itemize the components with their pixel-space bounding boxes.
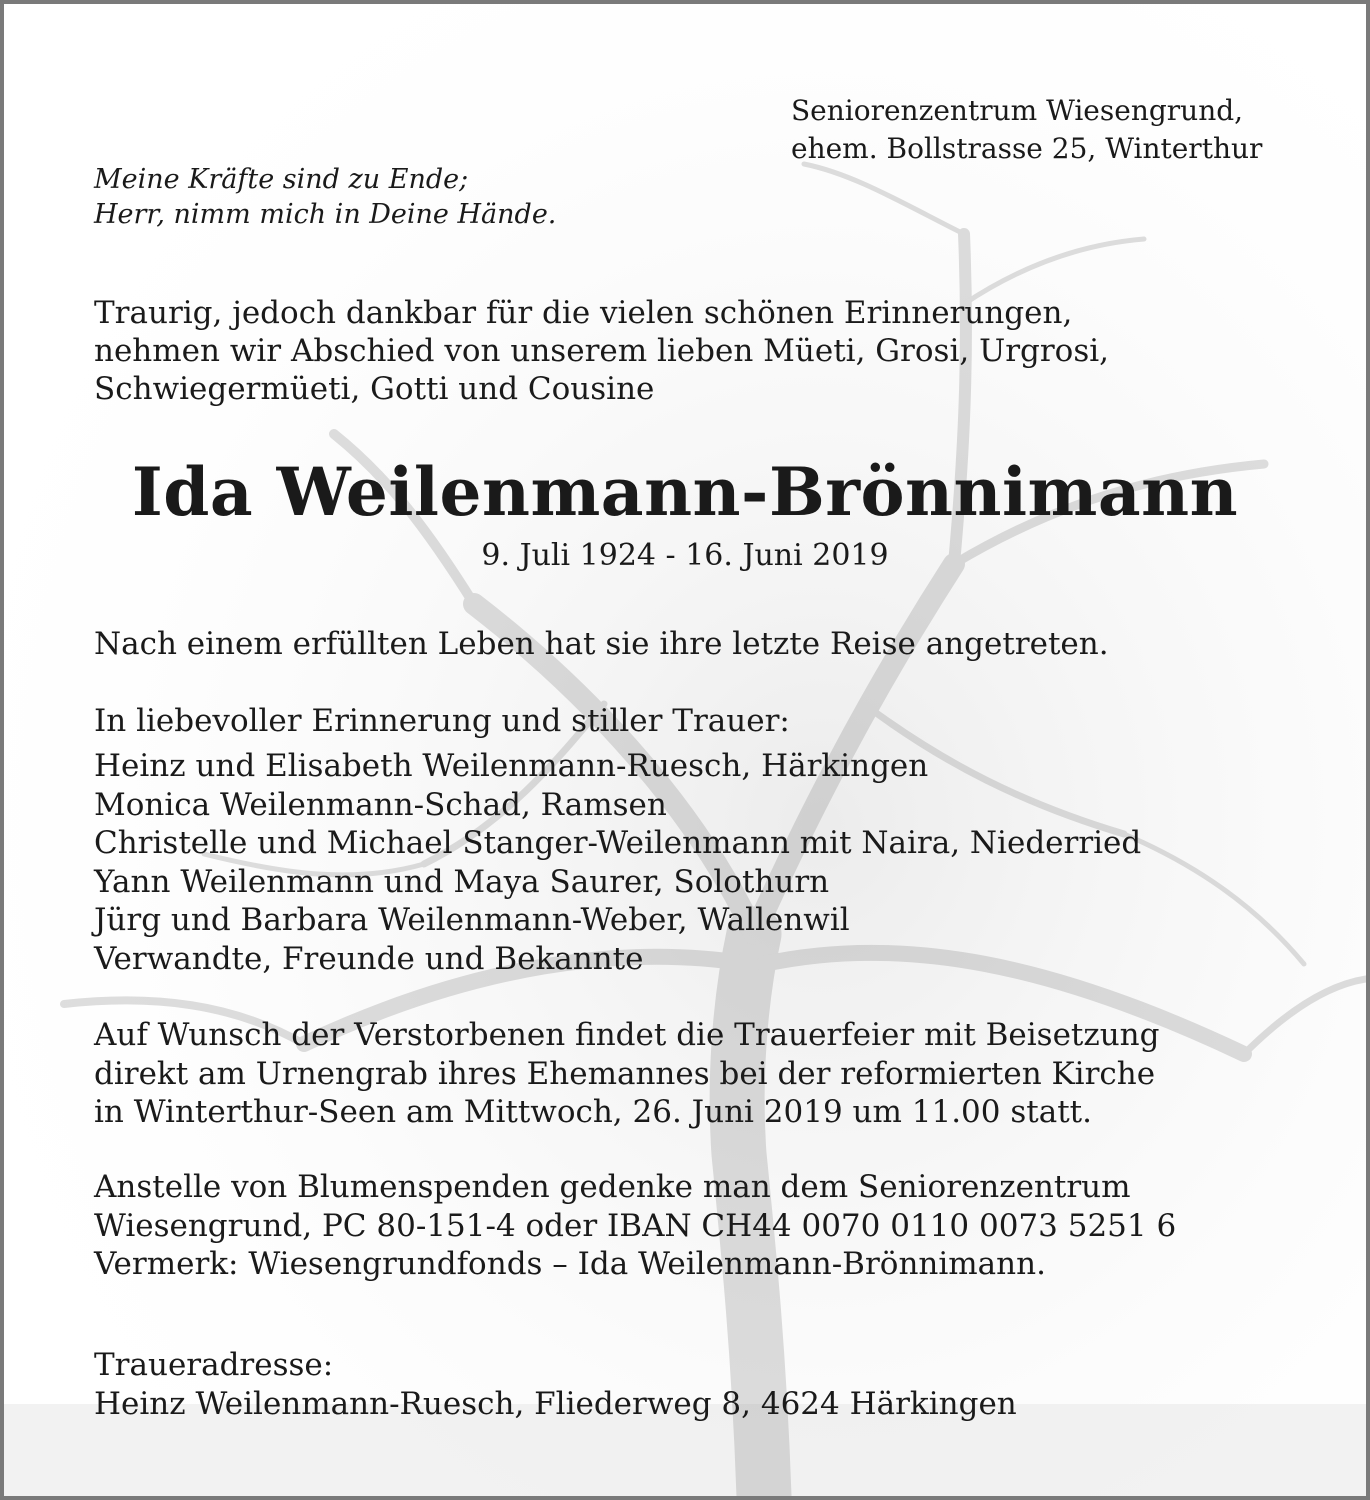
intro-line: Traurig, jedoch dankbar für die vielen schönen Erinnerungen, [94, 295, 1073, 331]
mourner-entry: Yann Weilenmann und Maya Saurer, Solothurn [94, 863, 830, 900]
contact-address: Heinz Weilenmann-Ruesch, Fliederweg 8, 4624 Härkingen [94, 1386, 1017, 1422]
verse [94, 162, 556, 232]
mourners-heading: In liebevoller Erinnerung und stiller Trauer: [94, 703, 790, 739]
funeral-line: in Winterthur-Seen am Mittwoch, 26. Juni 2019 um 11.00 statt. [94, 1094, 1092, 1130]
address-line: ehem. Bollstrasse 25, Winterthur [791, 132, 1263, 165]
mourner-entry: Monica Weilenmann-Schad, Ramsen [94, 786, 667, 823]
funeral-paragraph [94, 1016, 1160, 1132]
mourners-list [94, 747, 1141, 978]
donation-line: Anstelle von Blumenspenden gedenke man dem Seniorenzentrum [94, 1169, 1131, 1205]
funeral-line: direkt am Urnengrab ihres Ehemannes bei der reformierten Kirche [94, 1055, 1156, 1092]
deceased-name: Ida Weilenmann-Brönnimann [131, 453, 1239, 531]
life-dates: 9. Juli 1924 - 16. Juni 2019 [481, 538, 889, 573]
intro-line: Schwiegermüeti, Gotti und Cousine [94, 371, 655, 407]
intro-paragraph [94, 294, 1109, 408]
mourner-entry: Verwandte, Freunde und Bekannte [94, 940, 644, 977]
mourner-entry: Jürg und Barbara Weilenmann-Weber, Wallenwil [94, 902, 850, 938]
verse-line: Herr, nimm mich in Deine Hände. [94, 199, 557, 230]
verse-line: Meine Kräfte sind zu Ende; [94, 164, 469, 195]
header-address [791, 92, 1262, 168]
donation-paragraph [94, 1168, 1176, 1284]
life-statement: Nach einem erfüllten Leben hat sie ihre letzte Reise angetreten. [94, 626, 1109, 662]
funeral-line: Auf Wunsch der Verstorbenen findet die Trauerfeier mit Beisetzung [94, 1017, 1160, 1053]
donation-line: Vermerk: Wiesengrundfonds – Ida Weilenmann-Brönnimann. [94, 1246, 1046, 1282]
intro-line: nehmen wir Abschied von unserem lieben Müeti, Grosi, Urgrosi, [94, 333, 1110, 369]
mourner-entry: Christelle und Michael Stanger-Weilenmann mit Naira, Niederried [94, 825, 1142, 861]
contact-label: Traueradresse: [94, 1347, 334, 1383]
mourner-entry: Heinz und Elisabeth Weilenmann-Ruesch, Härkingen [94, 748, 929, 784]
address-line: Seniorenzentrum Wiesengrund, [791, 94, 1244, 127]
donation-line: Wiesengrund, PC 80-151-4 oder IBAN CH44 0070 0110 0073 5251 6 [94, 1207, 1177, 1244]
